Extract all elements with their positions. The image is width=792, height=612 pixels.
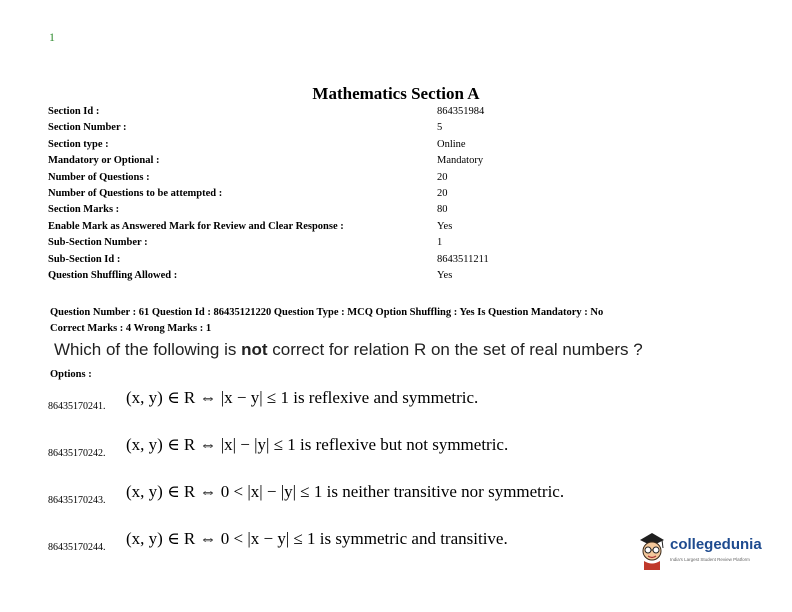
section-title: Mathematics Section A — [312, 84, 480, 103]
info-row-shuffling — [48, 270, 548, 286]
info-key: Enable Mark as Answered Mark for Review and Clear Response : — [48, 220, 344, 232]
info-value: Yes — [437, 269, 453, 281]
info-key: Section Marks : — [48, 204, 120, 216]
info-value: 864351984 — [437, 106, 485, 117]
option-id: 86435170243. — [48, 495, 106, 506]
info-row-mandatory — [48, 155, 548, 171]
info-value: 20 — [437, 171, 448, 183]
info-row-num-questions — [48, 172, 548, 188]
info-value: Online — [437, 138, 466, 150]
section-info-table — [48, 106, 548, 286]
info-key: Section Number : — [48, 122, 127, 134]
info-key: Sub-Section Number : — [48, 237, 148, 249]
info-key: Sub-Section Id : — [48, 253, 121, 265]
question-text-before: Which of the following is — [54, 340, 242, 359]
collegedunia-logo — [636, 528, 766, 573]
option-text: (x, y) ∈ R ⇔ 0 < |x − y| ≤ 1 is symmetric and transitive. — [126, 529, 508, 548]
option-2[interactable] — [48, 435, 648, 465]
info-value: 8643511211 — [437, 253, 489, 265]
info-row-subsection-number — [48, 237, 548, 253]
info-row-num-attempted — [48, 188, 548, 204]
option-1[interactable] — [48, 388, 648, 418]
option-text: (x, y) ∈ R ⇔ |x| − |y| ≤ 1 is reflexive but not symmetric. — [126, 435, 509, 454]
info-row-section-marks — [48, 204, 548, 220]
option-id: 86435170242. — [48, 448, 106, 459]
info-value: 5 — [437, 122, 443, 134]
question-text — [54, 340, 643, 360]
info-key: Number of Questions : — [48, 171, 150, 183]
info-row-section-id — [48, 106, 548, 122]
logo-tagline: India's Largest Student Review Platform — [670, 557, 750, 562]
info-value: 1 — [437, 237, 443, 249]
question-meta — [50, 305, 603, 337]
info-row-section-type — [48, 139, 548, 155]
question-text-after: correct for relation R on the set of real numbers ? — [267, 340, 643, 359]
info-key: Section type : — [48, 138, 109, 150]
info-key: Mandatory or Optional : — [48, 155, 160, 167]
option-3[interactable] — [48, 482, 648, 512]
info-value: 20 — [437, 187, 448, 199]
question-meta-line2: Correct Marks : 4 Wrong Marks : 1 — [50, 323, 212, 334]
option-id: 86435170241. — [48, 401, 106, 412]
info-row-section-number — [48, 122, 548, 138]
mascot-icon — [636, 528, 668, 570]
option-id: 86435170244. — [48, 542, 106, 553]
info-value: 80 — [437, 204, 448, 216]
option-text: (x, y) ∈ R ⇔ 0 < |x| − |y| ≤ 1 is neither transitive nor symmetric. — [126, 482, 565, 501]
option-text: (x, y) ∈ R ⇔ |x − y| ≤ 1 is reflexive and symmetric. — [126, 388, 479, 407]
question-meta-line1: Question Number : 61 Question Id : 86435121220 Question Type : MCQ Option Shuffling : Yes Is Question Mandatory : No — [50, 307, 604, 318]
option-4[interactable] — [48, 529, 648, 559]
info-value: Mandatory — [437, 155, 484, 167]
logo-name: collegedunia — [670, 536, 762, 553]
info-key: Question Shuffling Allowed : — [48, 269, 178, 281]
info-row-subsection-id — [48, 254, 548, 270]
options-label: Options : — [50, 369, 92, 380]
info-row-enable-mark — [48, 221, 548, 237]
question-text-emphasis: not — [241, 340, 268, 359]
info-key: Number of Questions to be attempted : — [48, 187, 223, 199]
info-value: Yes — [437, 220, 453, 232]
info-key: Section Id : — [48, 106, 100, 117]
page-number: 1 — [49, 30, 55, 44]
